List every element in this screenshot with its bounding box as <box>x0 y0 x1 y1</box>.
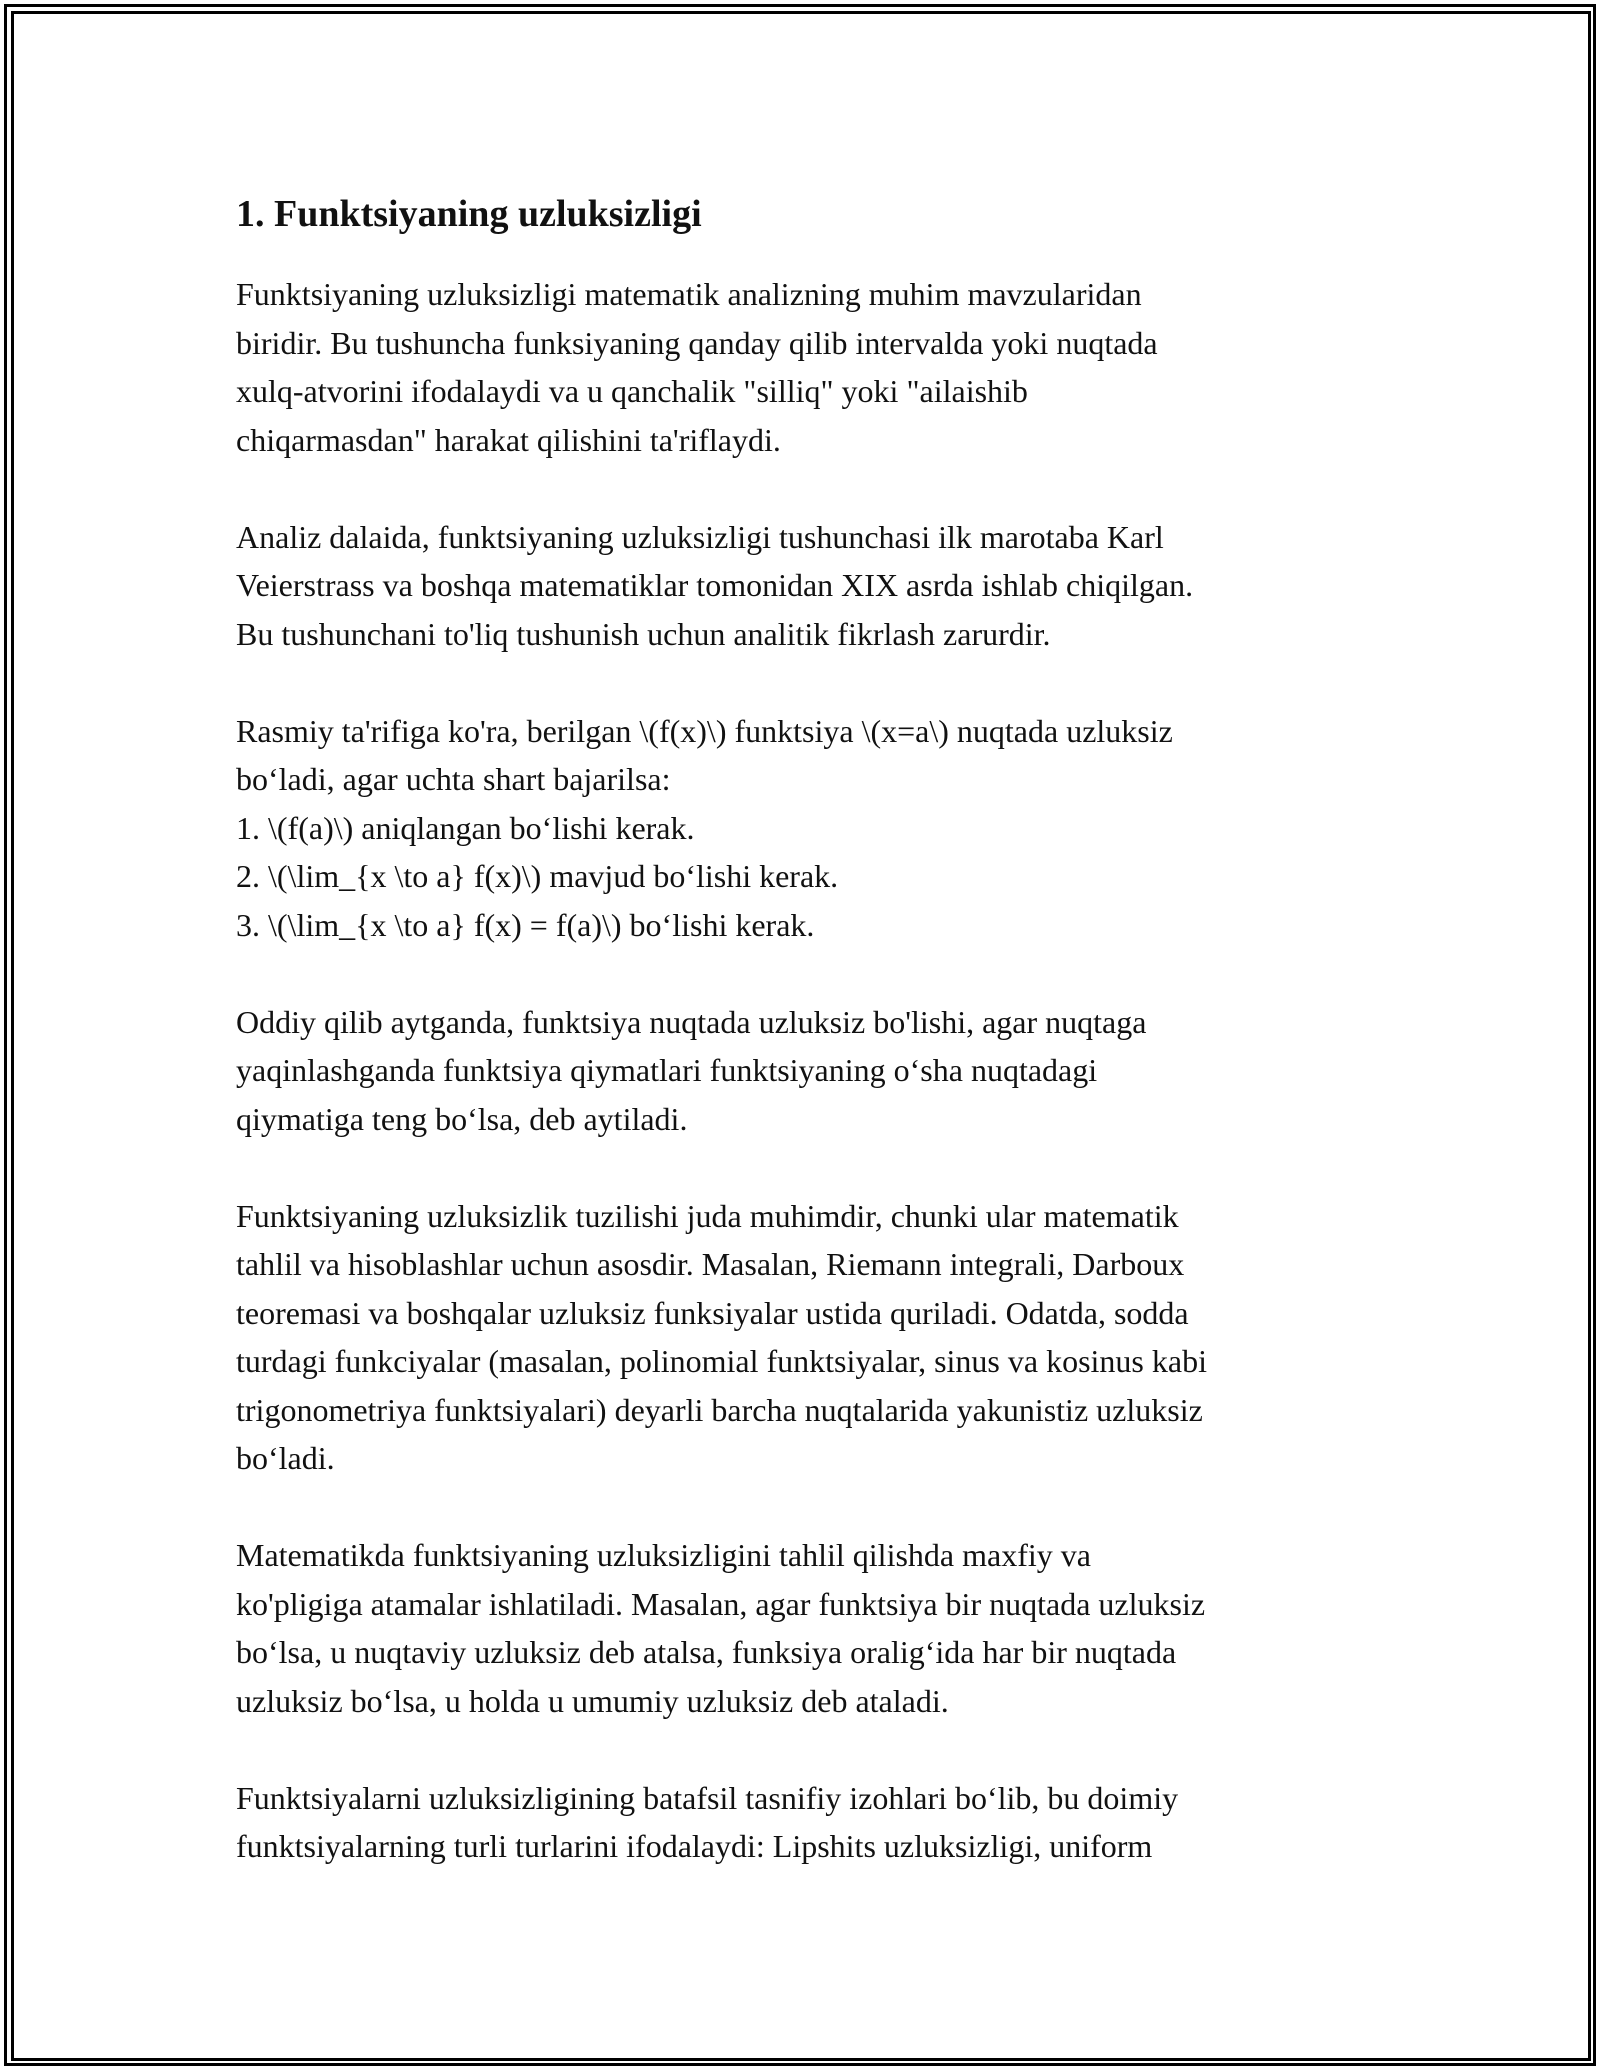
list-item: 3. \(\lim_{x \to a} f(x) = f(a)\) bo‘lishi kerak. <box>236 906 815 943</box>
text-line: Matematikda funktsiyaning uzluksizligini tahlil qilishda maxfiy va <box>236 1537 1091 1573</box>
text-line: Rasmiy ta'rifiga ko'ra, berilgan \(f(x)\) funktsiya \(x=a\) nuqtada uzluksiz <box>236 712 1173 749</box>
text-line: qiymatiga teng bo‘lsa, deb aytiladi. <box>236 1100 688 1137</box>
text-line: Funktsiyaning uzluksizlik tuzilishi juda muhimdir, chunki ular matematik <box>236 1197 1179 1234</box>
text-line: uzluksiz bo‘lsa, u holda u umumiy uzluksiz deb ataladi. <box>236 1682 949 1719</box>
text-line: Veierstrass va boshqa matematiklar tomonidan XIX asrda ishlab chiqilgan. <box>236 567 1194 603</box>
paragraph <box>236 707 1366 950</box>
paragraph <box>236 1192 1366 1483</box>
paragraph <box>236 1774 1366 1871</box>
section-heading: 1. Funktsiyaning uzluksizligi <box>236 193 702 235</box>
paragraph <box>236 998 1366 1144</box>
text-line: Funktsiyaning uzluksizligi matematik analizning muhim mavzularidan <box>236 276 1142 312</box>
text-line: bo‘ladi, agar uchta shart bajarilsa: <box>236 761 671 797</box>
text-line: tahlil va hisoblashlar uchun asosdir. Masalan, Riemann integrali, Darboux <box>236 1246 1185 1282</box>
list-item: 1. \(f(a)\) aniqlangan bo‘lishi kerak. <box>236 809 695 846</box>
document-body <box>236 186 1366 1919</box>
text-line: Bu tushunchani to'liq tushunish uchun analitik fikrlash zarurdir. <box>236 615 1051 652</box>
paragraph <box>236 513 1366 659</box>
text-line: turdagi funkciyalar (masalan, polinomial funktsiyalar, sinus va kosinus kabi <box>236 1343 1207 1379</box>
text-line: Oddiy qilib aytganda, funktsiya nuqtada uzluksiz bo'lishi, agar nuqtaga <box>236 1003 1147 1040</box>
paragraph <box>236 270 1366 464</box>
text-line: chiqarmasdan" harakat qilishini ta'riflaydi. <box>236 421 781 458</box>
text-line: xulq-atvorini ifodalaydi va u qanchalik "silliq" yoki "ailaishib <box>236 373 1028 409</box>
text-line: biridir. Bu tushuncha funksiyaning qanday qilib intervalda yoki nuqtada <box>236 324 1158 361</box>
text-line: Funktsiyalarni uzluksizligining batafsil tasnifiy izohlari bo‘lib, bu doimiy <box>236 1779 1179 1816</box>
text-line: yaqinlashganda funktsiya qiymatlari funktsiyaning o‘sha nuqtadagi <box>236 1052 1098 1088</box>
text-line: bo‘ladi. <box>236 1440 335 1476</box>
list-item: 2. \(\lim_{x \to a} f(x)\) mavjud bo‘lishi kerak. <box>236 858 839 894</box>
text-line: bo‘lsa, u nuqtaviy uzluksiz deb atalsa, funksiya oralig‘ida har bir nuqtada <box>236 1634 1177 1670</box>
paragraph <box>236 1531 1366 1725</box>
text-line: ko'pligiga atamalar ishlatiladi. Masalan, agar funktsiya bir nuqtada uzluksiz <box>236 1585 1206 1622</box>
text-line: teoremasi va boshqalar uzluksiz funksiyalar ustida quriladi. Odatda, sodda <box>236 1294 1189 1331</box>
text-line: trigonometriya funktsiyalari) deyarli barcha nuqtalarida yakunistiz uzluksiz <box>236 1391 1203 1428</box>
text-line: funktsiyalarning turli turlarini ifodalaydi: Lipshits uzluksizligi, uniform <box>236 1828 1153 1864</box>
text-line: Analiz dalaida, funktsiyaning uzluksizligi tushunchasi ilk marotaba Karl <box>236 518 1164 555</box>
